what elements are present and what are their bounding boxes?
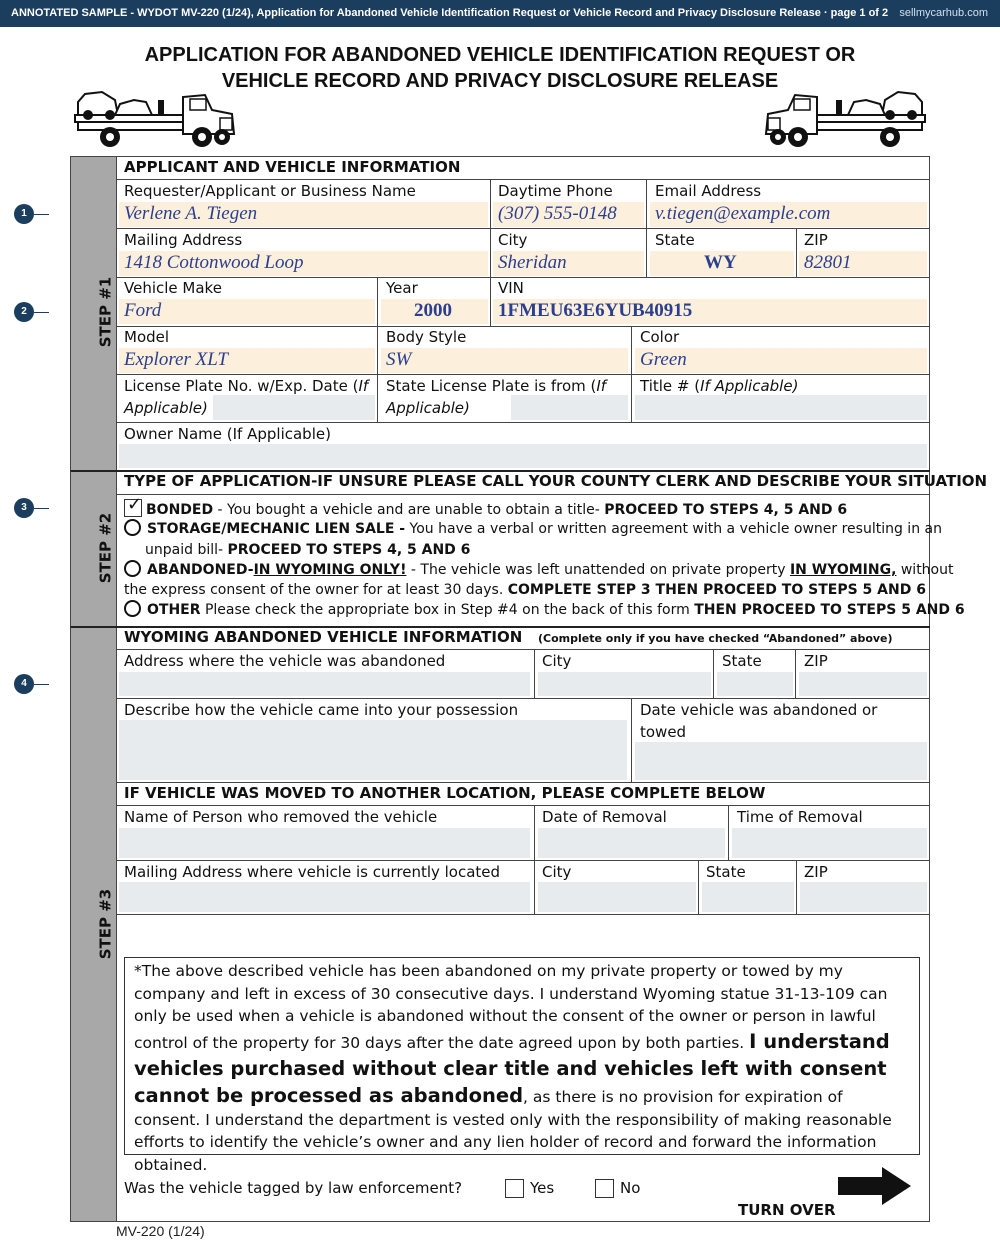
date-abandoned-field[interactable] bbox=[635, 742, 927, 780]
rule bbox=[534, 805, 535, 860]
abandoned-city-label: City bbox=[542, 652, 572, 670]
owner-label: Owner Name (If Applicable) bbox=[124, 425, 331, 443]
moved-heading: IF VEHICLE WAS MOVED TO ANOTHER LOCATION, PLEASE COMPLETE BELOW bbox=[124, 784, 766, 802]
current-address-label: Mailing Address where vehicle is currently located bbox=[124, 863, 501, 881]
vin-value: 1FMEU63E6YUB40915 bbox=[498, 300, 693, 321]
state-label: State bbox=[655, 231, 695, 249]
year-value: 2000 bbox=[414, 300, 452, 321]
rule bbox=[116, 326, 930, 327]
step1-heading: APPLICANT AND VEHICLE INFORMATION bbox=[124, 158, 461, 176]
plate-state-label: State License Plate is from (If Applicable) bbox=[386, 377, 607, 417]
abandoned-state-label: State bbox=[722, 652, 762, 670]
current-zip-label: ZIP bbox=[804, 863, 828, 881]
tow-truck-icon-left bbox=[70, 82, 240, 152]
city-label: City bbox=[498, 231, 528, 249]
city-value: Sheridan bbox=[498, 252, 567, 273]
frame-inner-left bbox=[116, 156, 117, 1222]
zip-label: ZIP bbox=[804, 231, 828, 249]
date-abandoned-label: Date vehicle was abandoned or towed bbox=[640, 701, 878, 741]
phone-label: Daytime Phone bbox=[498, 182, 613, 200]
rule bbox=[713, 649, 714, 698]
abandonment-statement: *The above described vehicle has been abandoned on my private property or towed by my company and left in excess of 30 consecutive days. I understand Wyoming statue 31-13-109 can only be used when a vehicle is abandoned without the consent of the owner or person in lawful control of the property for 30 days after the date agreed upon by both parties. I understand vehicles purchased without clear title and vehicles left with consent cannot be processed as abandoned, as there is no provision for expiration of consent. I understand the department is vested only with the responsibility of making reasonable efforts to identify the vehicle’s owner and any lien holder of record and forward the information obtained. bbox=[124, 957, 920, 1155]
check-mark-icon: ✓ bbox=[127, 494, 143, 515]
rule bbox=[490, 228, 491, 277]
annotation-marker-1: 1 bbox=[14, 204, 34, 224]
rule bbox=[116, 914, 930, 915]
abandoned-address-field[interactable] bbox=[119, 672, 530, 696]
rule bbox=[490, 179, 491, 228]
option-abandoned[interactable]: ABANDONED-IN WYOMING ONLY! - The vehicle was left unattended on private property IN WYOMING, without bbox=[124, 560, 954, 580]
abandoned-zip-field[interactable] bbox=[799, 672, 927, 696]
bonded-checkbox[interactable] bbox=[124, 494, 143, 517]
tagged-yes-label: Yes bbox=[530, 1179, 555, 1197]
annotation-marker-2: 2 bbox=[14, 302, 34, 322]
title-number-field[interactable] bbox=[635, 395, 927, 420]
plate-label: License Plate No. w/Exp. Date (If Applicable) bbox=[124, 377, 369, 417]
rule bbox=[534, 649, 535, 698]
step2-heading: TYPE OF APPLICATION-IF UNSURE PLEASE CALL YOUR COUNTY CLERK AND DESCRIBE YOUR SITUATION bbox=[124, 472, 988, 490]
plate-field[interactable] bbox=[213, 395, 375, 420]
removal-date-field[interactable] bbox=[538, 828, 725, 858]
rule bbox=[534, 860, 535, 914]
banner-text: ANNOTATED SAMPLE - WYDOT MV-220 (1/24), Application for Abandoned Vehicle Identification Request or Vehicle Record and Privacy Disclosure Release · page 1 of 2 bbox=[11, 7, 889, 19]
marker-line bbox=[34, 684, 49, 685]
abandoned-address-label: Address where the vehicle was abandoned bbox=[124, 652, 446, 670]
color-label: Color bbox=[640, 328, 680, 346]
rule bbox=[490, 277, 491, 326]
year-label: Year bbox=[386, 279, 418, 297]
option-other[interactable]: OTHER Please check the appropriate box in Step #4 on the back of this form THEN PROCEED TO STEPS 5 AND 6 bbox=[124, 600, 965, 620]
remover-field[interactable] bbox=[119, 828, 530, 858]
removal-time-field[interactable] bbox=[732, 828, 927, 858]
tow-truck-icon-right bbox=[760, 82, 930, 152]
requester-label: Requester/Applicant or Business Name bbox=[124, 182, 416, 200]
mailing-value: 1418 Cottonwood Loop bbox=[124, 252, 304, 273]
turn-over-label: TURN OVER bbox=[738, 1201, 836, 1219]
rule bbox=[631, 698, 632, 782]
make-label: Vehicle Make bbox=[124, 279, 222, 297]
option-abandoned-cont: the express consent of the owner for at least 30 days. COMPLETE STEP 3 THEN PROCEED TO STEPS 5 AND 6 bbox=[124, 582, 926, 598]
right-arrow-icon bbox=[838, 1167, 912, 1205]
rule bbox=[698, 860, 699, 914]
rule bbox=[116, 782, 930, 783]
model-label: Model bbox=[124, 328, 170, 346]
tagged-yes-checkbox[interactable] bbox=[505, 1179, 524, 1198]
body-value: SW bbox=[386, 349, 412, 370]
owner-field[interactable] bbox=[119, 444, 927, 468]
step2-label: STEP #2 bbox=[96, 512, 115, 584]
abandoned-state-field[interactable] bbox=[717, 672, 793, 696]
rule bbox=[646, 228, 647, 277]
form-title-line1: APPLICATION FOR ABANDONED VEHICLE IDENTIFICATION REQUEST OR bbox=[144, 44, 856, 66]
step3-label: STEP #3 bbox=[96, 888, 115, 960]
state-value: WY bbox=[704, 252, 737, 273]
frame-right bbox=[929, 156, 930, 1222]
removal-date-label: Date of Removal bbox=[542, 808, 667, 826]
rule bbox=[796, 228, 797, 277]
rule bbox=[631, 326, 632, 375]
tagged-question: Was the vehicle tagged by law enforcement? bbox=[124, 1179, 463, 1197]
marker-line bbox=[34, 214, 49, 215]
vin-label: VIN bbox=[498, 279, 524, 297]
plate-state-field[interactable] bbox=[511, 395, 628, 420]
current-state-label: State bbox=[706, 863, 746, 881]
step3-heading: WYOMING ABANDONED VEHICLE INFORMATION (Complete only if you have checked “Abandoned” above) bbox=[124, 628, 893, 646]
mailing-label: Mailing Address bbox=[124, 231, 243, 249]
step1-label: STEP #1 bbox=[96, 276, 115, 348]
form-code: MV-220 (1/24) bbox=[116, 1223, 205, 1239]
removal-time-label: Time of Removal bbox=[737, 808, 863, 826]
marker-line bbox=[34, 508, 49, 509]
current-state-field[interactable] bbox=[702, 882, 794, 912]
abandoned-radio[interactable] bbox=[124, 560, 141, 577]
frame-top bbox=[70, 156, 930, 157]
rule bbox=[377, 277, 378, 326]
marker-line bbox=[34, 312, 49, 313]
body-label: Body Style bbox=[386, 328, 467, 346]
other-radio[interactable] bbox=[124, 600, 141, 617]
option-storage-lien[interactable]: STORAGE/MECHANIC LIEN SALE - You have a verbal or written agreement with a vehicle owner resulting in an bbox=[124, 519, 942, 539]
possession-label: Describe how the vehicle came into your possession bbox=[124, 701, 519, 719]
rule bbox=[377, 326, 378, 375]
requester-value: Verlene A. Tiegen bbox=[124, 203, 258, 224]
color-value: Green bbox=[640, 349, 687, 370]
abandoned-city-field[interactable] bbox=[538, 672, 711, 696]
rule bbox=[646, 179, 647, 228]
storage-radio[interactable] bbox=[124, 519, 141, 536]
rule bbox=[796, 860, 797, 914]
current-zip-field[interactable] bbox=[800, 882, 927, 912]
body-field[interactable] bbox=[381, 348, 628, 373]
sample-banner bbox=[0, 0, 1000, 27]
current-city-label: City bbox=[542, 863, 572, 881]
rule bbox=[728, 805, 729, 860]
abandoned-zip-label: ZIP bbox=[804, 652, 828, 670]
tagged-no-label: No bbox=[620, 1179, 641, 1197]
email-value: v.tiegen@example.com bbox=[655, 203, 831, 224]
current-city-field[interactable] bbox=[538, 882, 696, 912]
title-number-label: Title # (If Applicable) bbox=[640, 377, 799, 395]
frame-bottom bbox=[70, 1221, 930, 1222]
possession-field[interactable] bbox=[119, 720, 627, 780]
rule bbox=[116, 494, 930, 495]
zip-value: 82801 bbox=[804, 252, 852, 273]
rule bbox=[795, 649, 796, 698]
option-bonded[interactable]: ✓ BONDED - You bought a vehicle and are unable to obtain a title- PROCEED TO STEPS 4, 5 AND 6 bbox=[124, 499, 847, 520]
remover-label: Name of Person who removed the vehicle bbox=[124, 808, 438, 826]
current-address-field[interactable] bbox=[119, 882, 530, 912]
rule bbox=[377, 374, 378, 422]
annotation-marker-3: 3 bbox=[14, 498, 34, 518]
email-label: Email Address bbox=[655, 182, 762, 200]
make-value: Ford bbox=[124, 300, 162, 321]
model-value: Explorer XLT bbox=[124, 349, 228, 370]
option-storage-lien-cont: unpaid bill- PROCEED TO STEPS 4, 5 AND 6 bbox=[145, 542, 471, 558]
form-title-line2: VEHICLE RECORD AND PRIVACY DISCLOSURE RELEASE bbox=[221, 70, 779, 92]
rule bbox=[631, 374, 632, 422]
tagged-no-checkbox[interactable] bbox=[595, 1179, 614, 1198]
phone-value: (307) 555-0148 bbox=[498, 203, 617, 224]
annotation-marker-4: 4 bbox=[14, 674, 34, 694]
banner-site: sellmycarhub.com bbox=[899, 7, 988, 19]
